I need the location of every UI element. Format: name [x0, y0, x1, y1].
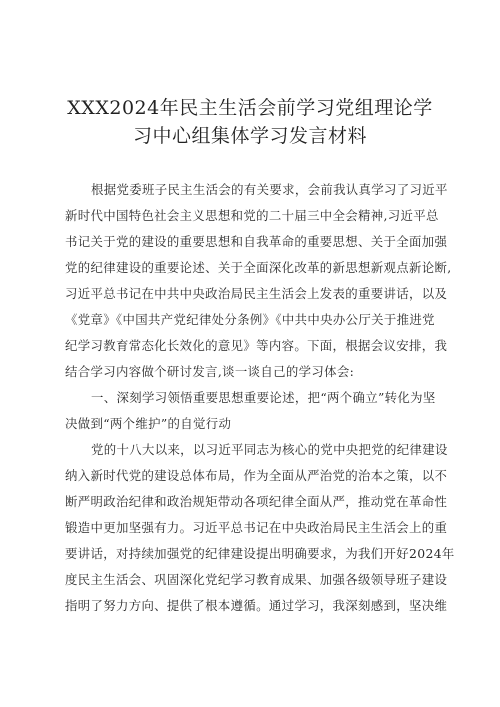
body-text-line: 度民主生活会、巩固深化党纪学习教育成果、加强各级领导班子建设: [65, 572, 448, 587]
body-text-line: 习近平总书记在中共中央政治局民主生活会上发表的重要讲话，以及: [65, 286, 448, 301]
body-text-line: 新时代中国特色社会主义思想和党的二十届三中全会精神,习近平总: [65, 208, 439, 223]
body-text-line: 结合学习内容做个研讨发言,谈一谈自己的学习体会:: [65, 364, 355, 379]
document-title-line-2: 习中心组集体学习发言材料: [132, 125, 367, 147]
body-text-line: 书记关于党的建设的重要思想和自我革命的重要思想、关于全面加强: [65, 234, 448, 249]
body-text-line: 党的十八大以来，以习近平同志为核心的党中央把党的纪律建设: [91, 442, 448, 457]
section-heading-line: 一、深刻学习领悟重要思想重要论述，把“两个确立”转化为坚: [91, 390, 436, 405]
document-title-line-1: XXX2024年民主生活会前学习党组理论学: [67, 97, 433, 119]
body-text-line: 党的纪律建设的重要论述、关于全面深化改革的新思想新观点新论断,: [65, 260, 452, 275]
body-text-line: 断严明政治纪律和政治规矩带动各项纪律全面从严，推动党在革命性: [65, 494, 448, 509]
body-text-line: 《党章》《中国共产党纪律处分条例》《中共中央办公厅关于推进党: [65, 312, 435, 327]
body-text-line: 纳入新时代党的建设总体布局，作为全面从严治党的治本之策，以不: [65, 468, 448, 483]
section-heading-line: 决做到“两个维护”的自觉行动: [65, 416, 232, 431]
body-text-line: 纪学习教育常态化长效化的意见》等内容。下面，根据会议安排，我: [65, 338, 448, 353]
body-text-line: 锻造中更加坚强有力。习近平总书记在中央政治局民主生活会上的重: [65, 520, 448, 535]
body-text-line: 要讲话，对持续加强党的纪律建设提出明确要求，为我们开好2024年: [65, 546, 455, 561]
body-text-line: 指明了努力方向、提供了根本遵循。通过学习，我深刻感到，坚决维: [65, 598, 448, 613]
body-text-line: 根据党委班子民主生活会的有关要求，会前我认真学习了习近平: [91, 182, 448, 197]
